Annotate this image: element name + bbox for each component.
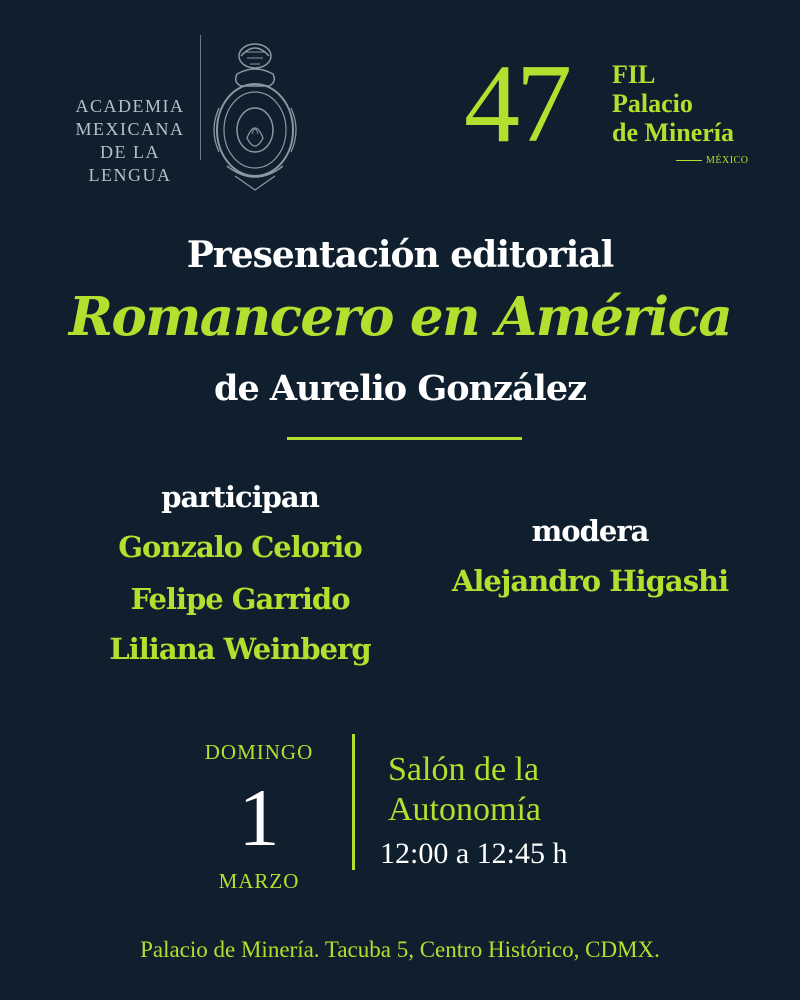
footer-address: Palacio de Minería. Tacuba 5, Centro Histórico, CDMX.: [140, 937, 660, 962]
participant-name: Liliana Weinberg: [109, 632, 371, 666]
venue-name: [388, 750, 541, 830]
academia-wordmark: [60, 95, 200, 187]
moderator-label: modera: [531, 514, 649, 548]
fil-edition-number: 47: [464, 42, 568, 166]
academia-line: ACADEMIA: [75, 96, 185, 116]
academia-line: DE LA: [100, 142, 160, 162]
date-divider: [352, 734, 355, 870]
fil-wordmark: [612, 60, 734, 147]
author-line: de Aurelio González: [213, 368, 587, 409]
logo-divider: [200, 35, 201, 160]
event-type: Presentación editorial: [186, 234, 614, 276]
book-title: Romancero en América: [68, 286, 732, 348]
fil-country: [676, 155, 748, 166]
academia-line: MEXICANA: [75, 119, 185, 139]
moderator-name: Alejandro Higashi: [451, 564, 729, 598]
academia-seal-icon: [205, 38, 305, 193]
fil-line: de Minería: [612, 118, 735, 147]
date-weekday: DOMINGO: [204, 740, 314, 764]
fil-country-dash: [676, 160, 702, 161]
fil-line: Palacio: [612, 89, 693, 118]
venue-line: Autonomía: [388, 791, 541, 828]
title-divider: [287, 437, 522, 440]
fil-country-label: MÉXICO: [706, 155, 749, 166]
participant-name: Felipe Garrido: [130, 582, 350, 616]
event-time: 12:00 a 12:45 h: [380, 837, 568, 870]
fil-line: FIL: [612, 60, 656, 89]
date-month: MARZO: [218, 869, 300, 893]
venue-line: Salón de la: [388, 751, 540, 788]
participant-name: Gonzalo Celorio: [118, 530, 362, 564]
participants-label: participan: [161, 480, 319, 514]
academia-line: LENGUA: [88, 165, 172, 185]
date-day: 1: [238, 772, 280, 863]
